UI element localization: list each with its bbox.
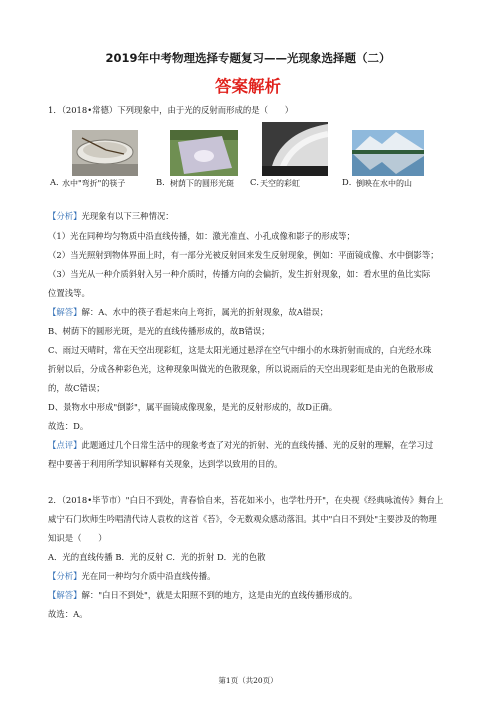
q1-analysis xyxy=(48,210,450,222)
analysis-tag: 【分析】 xyxy=(48,211,82,221)
q1-option-d-caption: 倒映在水中的山 xyxy=(356,179,412,188)
q1-analysis-item-1: （1）光在同种均匀物质中沿直线传播，如：激光准直、小孔成像和影子的形成等； xyxy=(48,231,355,241)
q2-answer xyxy=(48,589,450,601)
q2-choose: 故选：A。 xyxy=(48,609,88,619)
q1-analysis-item-3: （3）当光从一种介质斜射入另一种介质时，传播方向的会偏折，发生折射现象，如：看水里的鱼比实际 xyxy=(48,269,431,279)
q1-option-a-caption: 水中"弯折"的筷子 xyxy=(62,179,126,188)
q1-option-b-letter: B． xyxy=(156,177,171,187)
answer-a-text: 解：A、水中的筷子看起来向上弯折，属光的折射现象，故A错误； xyxy=(81,307,329,317)
q1-comment xyxy=(48,439,450,451)
comment-text: 此题通过几个日常生活中的现象考查了对光的折射、光的直线传播、光的反射的理解，在学习过 xyxy=(81,440,434,450)
q1-comment-cont: 程中要善于利用所学知识解释有关现象，达到学以致用的目的。 xyxy=(48,459,283,469)
q1-answer-d: D、景物水中形成"倒影"，属平面镜成像现象，是光的反射形成的，故D正确。 xyxy=(48,402,338,412)
q1-option-c-caption: 天空的彩虹 xyxy=(260,179,300,188)
answer-text: 解："白日不到处"，就是太阳照不到的地方，这是由光的直线传播形成的。 xyxy=(81,590,358,600)
rainbow-spray-image xyxy=(262,122,328,176)
q1-analysis-item-2: （2）当光照射到物体界面上时，有一部分光被反射回来发生反射现象，例如：平面镜成像、水中倒影等； xyxy=(48,250,439,260)
round-light-spot-image xyxy=(170,130,238,176)
q1-answer-a xyxy=(48,306,450,318)
analysis-intro: 光现象有以下三种情况： xyxy=(81,211,174,221)
q2-stem-1: 2．（2018•毕节市）"白日不到处，青春恰自来，苔花如米小，也学牡丹开"，在央视《经典咏流传》舞台上 xyxy=(48,495,444,505)
document-title: 2019年中考物理选择专题复习——光现象选择题（二） xyxy=(105,51,391,65)
q1-option-c-letter: C． xyxy=(250,177,265,187)
q1-option-b-caption: 树荫下的圆形光斑 xyxy=(170,179,234,188)
mountain-reflection-image xyxy=(352,130,424,176)
q1-stem: 1．（2018•常德）下列现象中，由于光的反射而形成的是（ ） xyxy=(48,105,294,115)
q1-option-a-letter: A． xyxy=(50,177,65,187)
q2-stem-3: 知识是（ ） xyxy=(48,533,107,543)
chopsticks-in-water-image xyxy=(72,130,138,176)
comment-tag: 【点评】 xyxy=(48,440,82,450)
q1-answer-b: B、树荫下的圆形光斑，是光的直线传播形成的，故B错误； xyxy=(48,326,270,336)
q1-answer-c-3: 的，故C错误； xyxy=(48,383,105,393)
q2-stem-2: 威宁石门坎师生吟唱清代诗人袁枚的这首《苔》，令无数观众感动落泪。其中"白日不到处"主要涉及的物理 xyxy=(48,514,437,524)
q1-answer-c-2: 折射以后，分成各种彩色光，这种现象叫做光的色散现象，所以说雨后的天空出现彩虹是由光的色散形成 xyxy=(48,364,434,374)
answer-analysis-heading: 答案解析 xyxy=(215,77,281,96)
q2-options: A．光的直线传播 B．光的反射 C．光的折射 D．光的色散 xyxy=(48,552,266,562)
analysis-text: 光在同一种均匀介质中沿直线传播。 xyxy=(81,571,216,581)
q2-analysis xyxy=(48,570,450,582)
q1-analysis-item-3-cont: 位置浅等。 xyxy=(48,288,90,298)
q1-answer-c-1: C、雨过天晴时，常在天空出现彩虹，这是太阳光通过悬浮在空气中细小的水珠折射而成的，白光经水珠 xyxy=(48,345,432,355)
answer-tag: 【解答】 xyxy=(48,307,82,317)
q1-option-d-letter: D． xyxy=(342,177,358,187)
answer-tag: 【解答】 xyxy=(48,590,82,600)
page-number-footer: 第1页（共20页） xyxy=(218,676,278,685)
analysis-tag: 【分析】 xyxy=(48,571,82,581)
q1-choose: 故选：D。 xyxy=(48,421,89,431)
